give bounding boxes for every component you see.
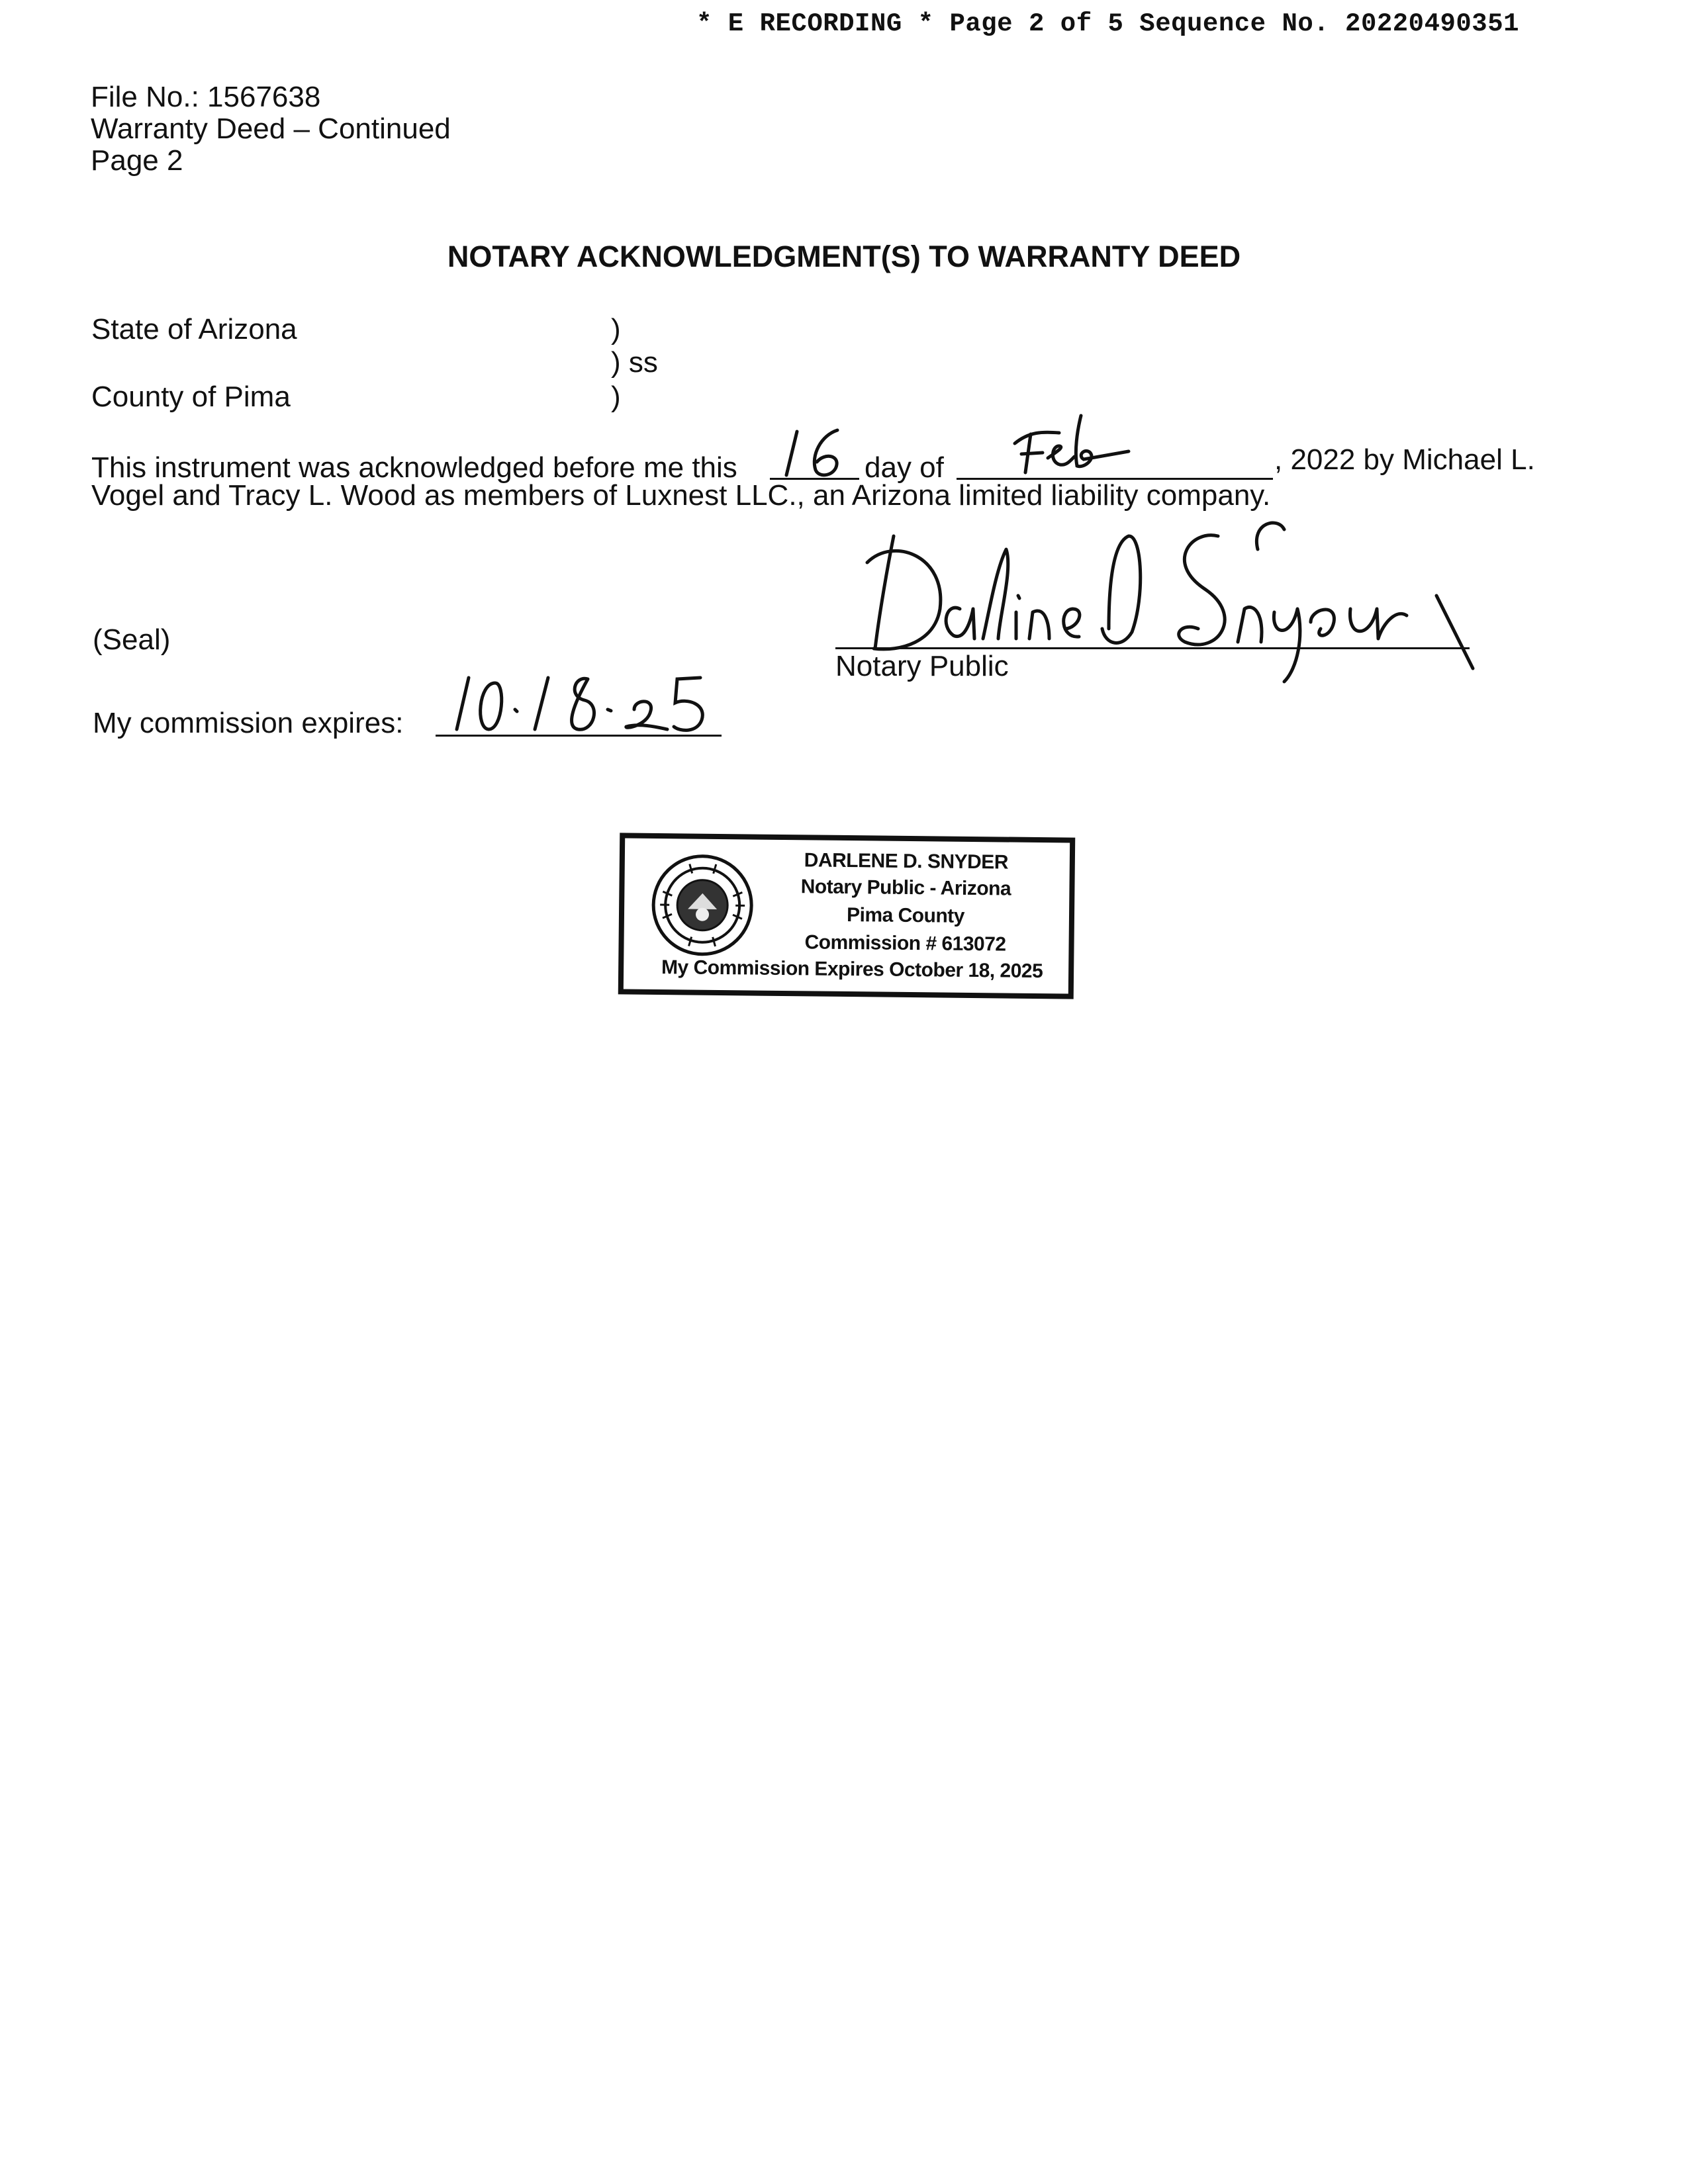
notary-public-label: Notary Public bbox=[835, 650, 1009, 682]
stamp-name: DARLENE D. SNYDER bbox=[804, 849, 1009, 874]
state-label: State of Arizona bbox=[91, 313, 297, 345]
venue-ss: ) ss bbox=[611, 346, 658, 379]
stamp-county: Pima County bbox=[846, 904, 965, 927]
handwritten-month-glyph bbox=[996, 405, 1142, 478]
commission-date-handwritten bbox=[442, 663, 720, 735]
stamp-title: Notary Public - Arizona bbox=[800, 876, 1011, 900]
handwritten-day-glyph bbox=[774, 424, 854, 479]
page-heading: NOTARY ACKNOWLEDGMENT(S) TO WARRANTY DEED bbox=[447, 240, 1241, 273]
handwritten-expiry-glyph bbox=[442, 663, 720, 735]
stamp-expiration: My Commission Expires October 18, 2025 bbox=[661, 956, 1043, 983]
ack-text-part3: , 2022 by Michael L. bbox=[1274, 443, 1535, 476]
venue-paren-bottom: ) bbox=[611, 381, 621, 413]
document-title: Warranty Deed – Continued bbox=[91, 113, 451, 145]
seal-label: (Seal) bbox=[93, 623, 171, 656]
commission-date-line bbox=[436, 735, 722, 737]
month-handwritten bbox=[996, 405, 1142, 478]
file-number: File No.: 1567638 bbox=[91, 81, 321, 113]
stamp-commission-number: Commission # 613072 bbox=[804, 931, 1006, 956]
venue-paren-top: ) bbox=[611, 313, 621, 345]
page-number: Page 2 bbox=[91, 144, 183, 177]
arizona-seal-icon bbox=[649, 852, 756, 959]
ack-text-part2: day of bbox=[865, 451, 944, 484]
commission-label: My commission expires: bbox=[93, 707, 404, 739]
ack-text-part1: This instrument was acknowledged before me this bbox=[91, 451, 737, 484]
county-label: County of Pima bbox=[91, 381, 291, 413]
notary-stamp bbox=[618, 833, 1076, 999]
recording-header: * E RECORDING * Page 2 of 5 Sequence No. 20220490351 bbox=[696, 9, 1519, 38]
day-handwritten bbox=[774, 424, 854, 479]
ack-text-line2: Vogel and Tracy L. Wood as members of Luxnest LLC., an Arizona limited liability company. bbox=[91, 479, 1271, 512]
